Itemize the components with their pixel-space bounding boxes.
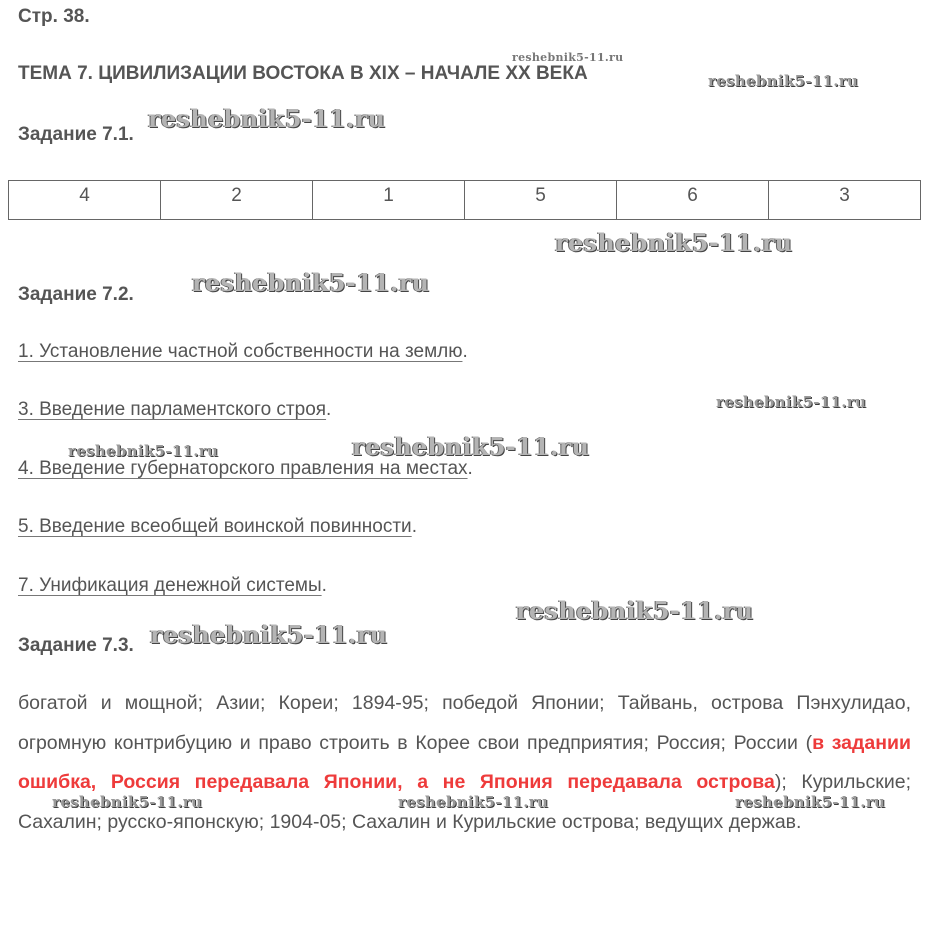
- watermark: reshebnik5-11.ru: [150, 620, 388, 649]
- watermark: reshebnik5-11.ru: [512, 51, 624, 64]
- answer-item: [18, 399, 331, 421]
- answer-item-text: 4. Введение губернаторского правления на местах: [18, 458, 468, 479]
- answer-item-text: 7. Унификация денежной системы: [18, 575, 322, 596]
- watermark: reshebnik5-11.ru: [52, 793, 203, 811]
- watermark: reshebnik5-11.ru: [516, 596, 754, 625]
- answer-text-before: богатой и мощной; Азии; Кореи; 1894-95; победой Японии; Тайвань, острова Пэнхулидао, огромную контрибуцию и право строить в Корее свои предприятия; Россия; России (: [18, 692, 911, 754]
- watermark: reshebnik5-11.ru: [555, 228, 793, 257]
- answer-item: [18, 458, 473, 480]
- page-label: Стр. 38.: [18, 6, 90, 27]
- answer-item-period: .: [462, 341, 468, 362]
- watermark: reshebnik5-11.ru: [735, 793, 886, 811]
- table-cell: 4: [9, 181, 161, 220]
- answer-item-period: .: [411, 516, 417, 537]
- watermark: reshebnik5-11.ru: [398, 793, 549, 811]
- watermark: reshebnik5-11.ru: [708, 72, 859, 90]
- answer-item-period: .: [326, 399, 332, 420]
- answer-item-text: 3. Введение парламентского строя: [18, 399, 327, 420]
- answer-item-period: .: [321, 575, 327, 596]
- answer-item-text: 1. Установление частной собственности на землю: [18, 341, 463, 362]
- watermark: reshebnik5-11.ru: [148, 104, 386, 133]
- task-7-2-heading: Задание 7.2.: [18, 284, 134, 305]
- table-cell: 3: [769, 181, 921, 220]
- topic-title: ТЕМА 7. ЦИВИЛИЗАЦИИ ВОСТОКА В XIX – НАЧАЛЕ XX ВЕКА: [18, 63, 588, 84]
- answer-item: [18, 341, 468, 363]
- answer-item-text: 5. Введение всеобщей воинской повинности: [18, 516, 412, 537]
- answer-item-period: .: [467, 458, 473, 479]
- watermark: reshebnik5-11.ru: [68, 442, 219, 460]
- table-row: [9, 181, 921, 220]
- watermark: reshebnik5-11.ru: [716, 393, 867, 411]
- answer-item: [18, 516, 417, 538]
- answer-item: [18, 575, 327, 597]
- task-7-1-heading: Задание 7.1.: [18, 124, 134, 145]
- table-cell: 6: [617, 181, 769, 220]
- watermark: reshebnik5-11.ru: [192, 268, 430, 297]
- table-cell: 5: [465, 181, 617, 220]
- table-cell: 2: [161, 181, 313, 220]
- table-cell: 1: [313, 181, 465, 220]
- task-7-3-heading: Задание 7.3.: [18, 635, 134, 656]
- answer-text-after: ); Курильские; Сахалин; русско-японскую; 1904-05; Сахалин и Курильские острова; ведущих держав.: [18, 771, 911, 833]
- error-note: в задании ошибка, Россия передавала Японии, а не Япония передавала острова: [18, 731, 912, 793]
- task-7-3-answer: [18, 684, 911, 842]
- watermark: reshebnik5-11.ru: [352, 432, 590, 461]
- answer-table: [8, 180, 921, 220]
